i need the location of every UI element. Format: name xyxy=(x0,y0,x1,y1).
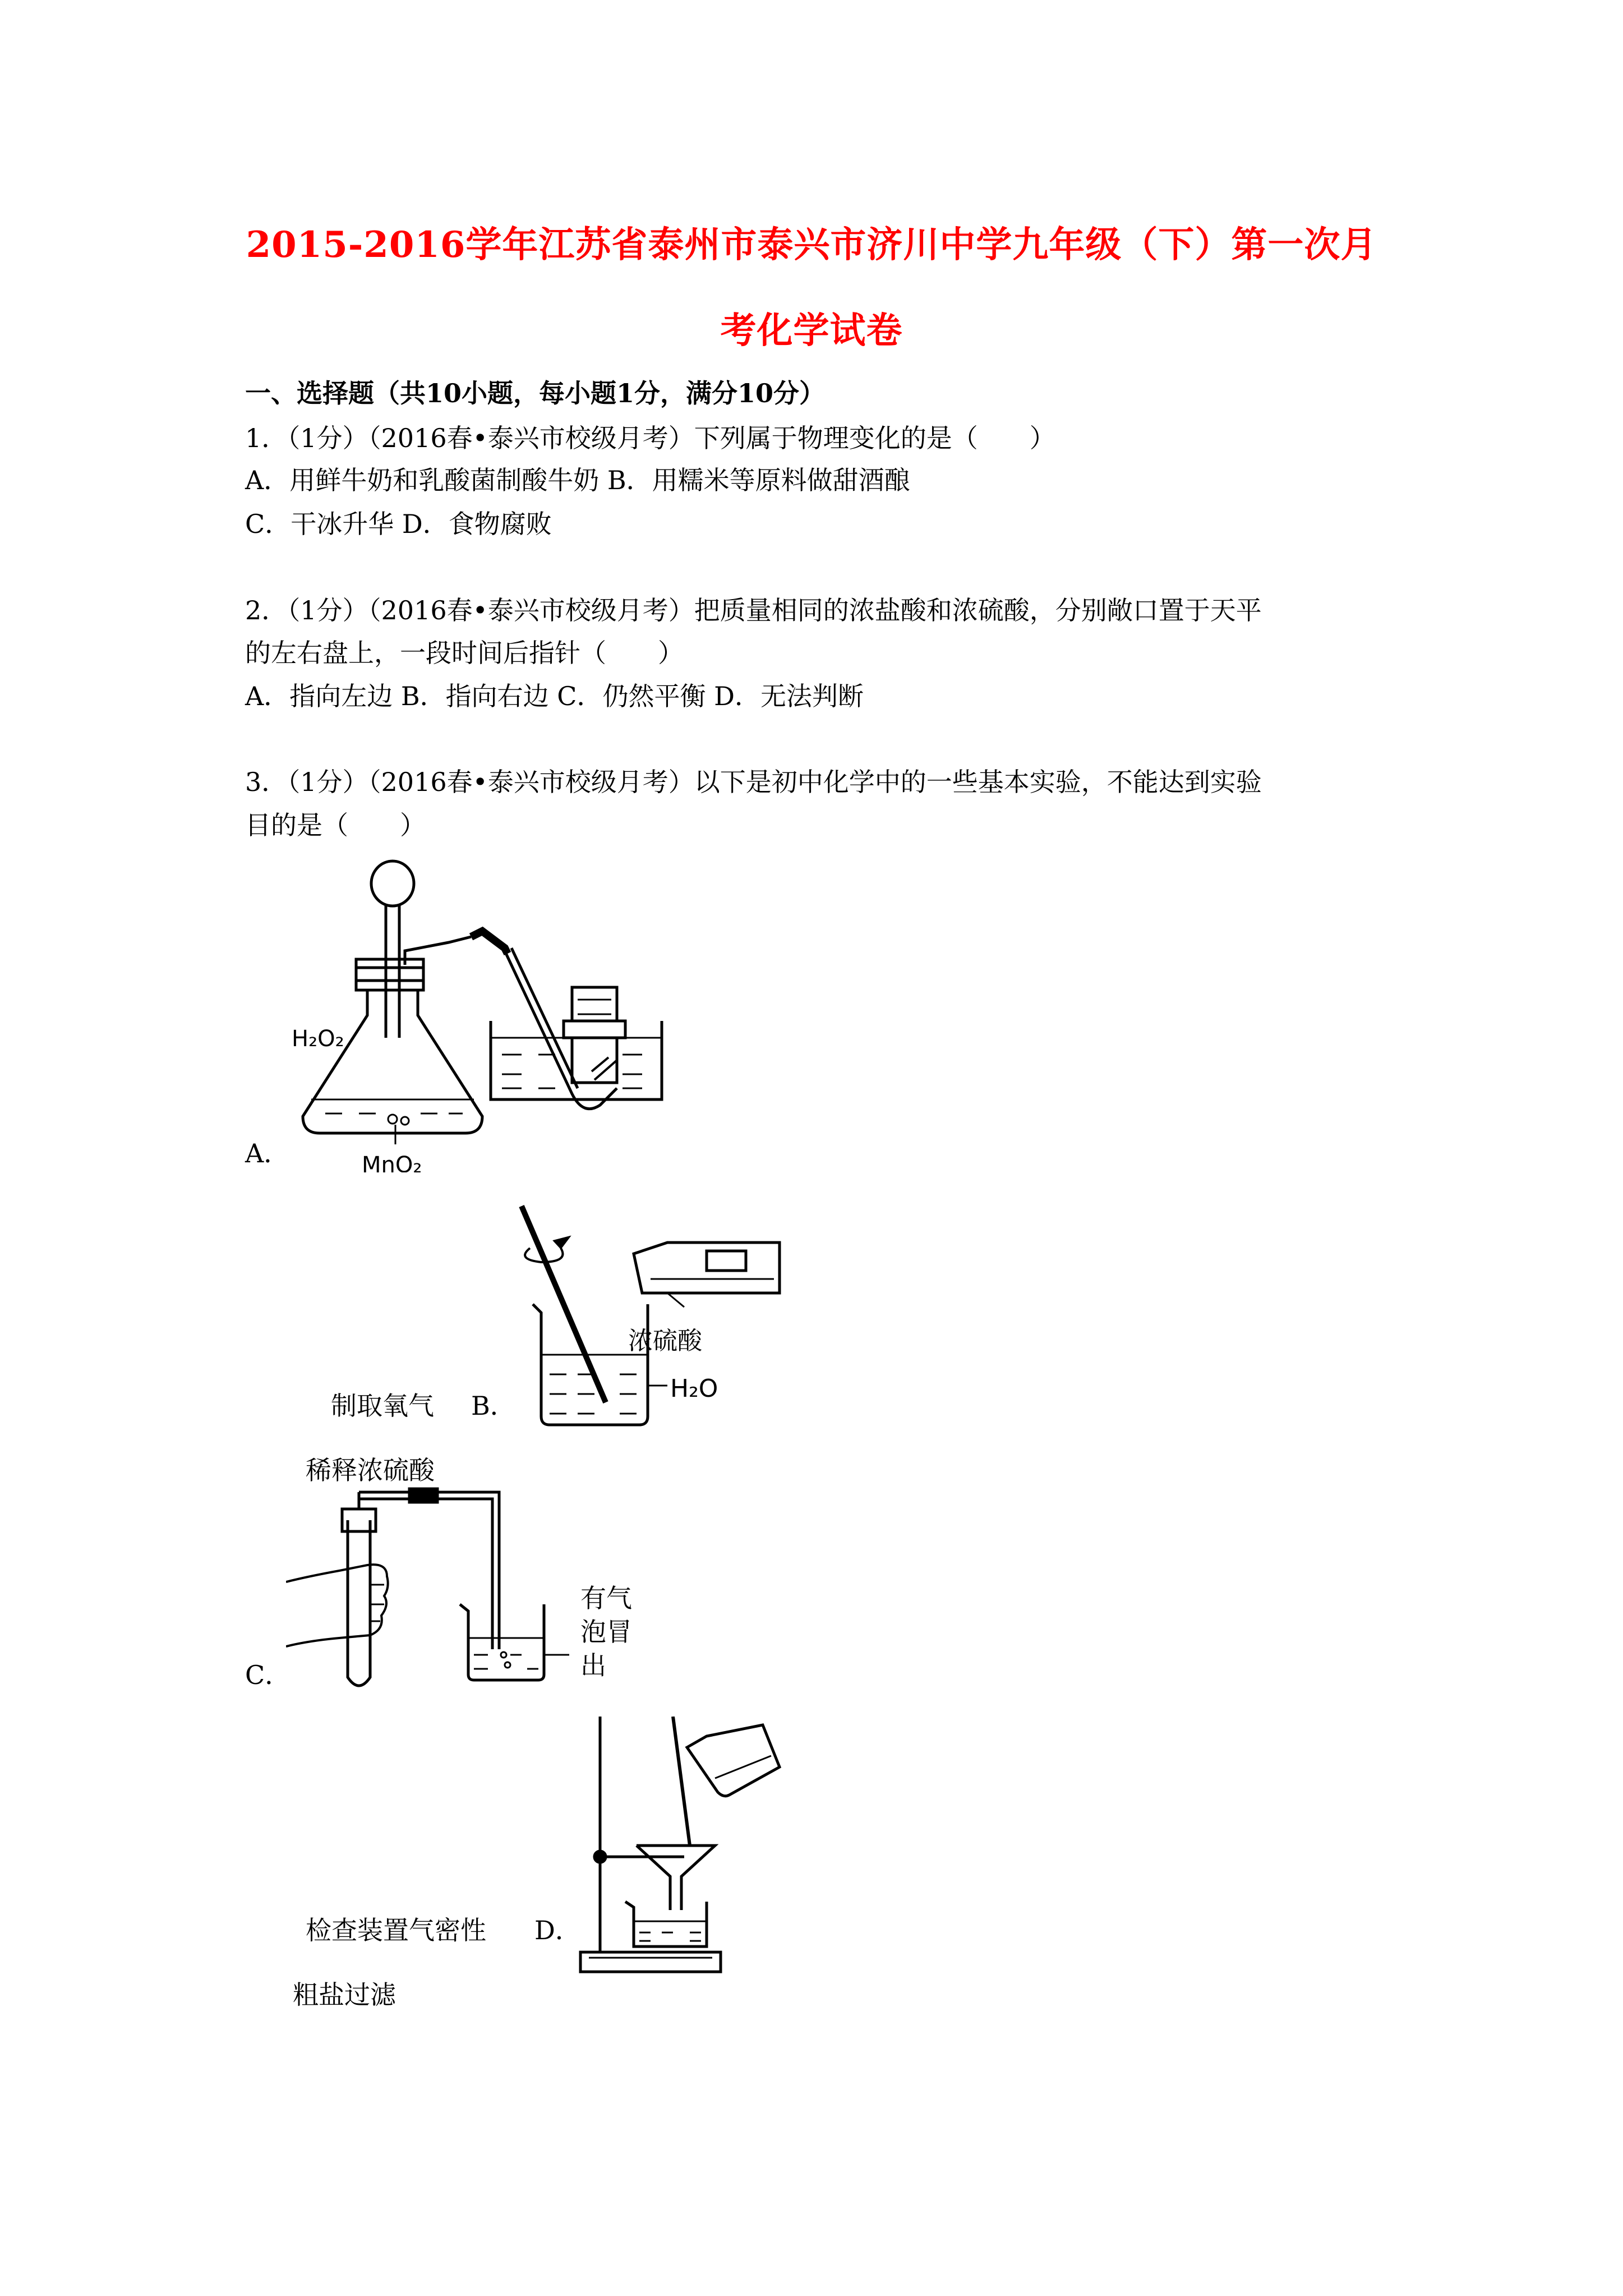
page-title-line-2: 考化学试卷 xyxy=(720,310,903,352)
iron-stand-base xyxy=(580,1952,721,1972)
figure-a-oxygen-apparatus xyxy=(280,853,684,1172)
figure-c-airtightness-apparatus xyxy=(286,1487,651,1705)
bubbles-label-line-1: 有气 xyxy=(580,1583,632,1613)
hand-icon xyxy=(286,1565,388,1646)
question-1-options-row-2: C．干冰升华 D．食物腐败 xyxy=(245,509,552,539)
question-2-stem-line-2: 的左右盘上，一段时间后指针（ ） xyxy=(245,638,684,668)
receiving-beaker xyxy=(625,1902,707,1947)
question-1-stem: 1．（1分）（2016春•泰兴市校级月考）下列属于物理变化的是（ ） xyxy=(245,423,1055,453)
q3-option-b-caption: 稀释浓硫酸 xyxy=(306,1455,435,1485)
question-3-stem-line-2: 目的是（ ） xyxy=(245,810,426,840)
bubbles-label-line-2: 泡冒 xyxy=(580,1617,632,1647)
question-2-stem-line-1: 2．（1分）（2016春•泰兴市校级月考）把质量相同的浓盐酸和浓硫酸，分别敞口置于天平 xyxy=(245,595,1262,625)
pouring-beaker xyxy=(687,1725,780,1796)
mno2-particles xyxy=(388,1115,397,1124)
q3-option-d-letter: D． xyxy=(534,1915,581,1945)
h2o2-label: H₂O₂ xyxy=(292,1026,344,1052)
test-tube xyxy=(348,1520,370,1686)
question-3-stem-line-1: 3．（1分）（2016春•泰兴市校级月考）以下是初中化学中的一些基本实验，不能达到实验 xyxy=(245,767,1262,797)
glass-rod xyxy=(673,1717,690,1846)
section-heading: 一、选择题（共10小题，每小题1分，满分10分） xyxy=(245,378,826,408)
bubbles-label-line-3: 出 xyxy=(580,1650,606,1681)
q3-option-d-caption: 粗盐过滤 xyxy=(293,1980,396,2010)
conc-sulfuric-label: 浓硫酸 xyxy=(628,1327,702,1355)
q3-option-a-letter: A． xyxy=(245,1138,290,1168)
page-title-line-1: 2015-2016学年江苏省泰州市泰兴市济川中学九年级（下）第一次月 xyxy=(246,224,1377,266)
question-1-options-row-1: A．用鲜牛奶和乳酸菌制酸牛奶 B．用糯米等原料做甜酒酿 xyxy=(245,465,910,495)
funnel xyxy=(637,1846,715,1910)
q3-option-c-letter: C． xyxy=(245,1660,291,1690)
rubber-stopper xyxy=(356,959,423,990)
q3-option-a-caption: 制取氧气 xyxy=(331,1391,434,1421)
figure-d-filtration-apparatus xyxy=(578,1717,802,1977)
figure-b-dilution-apparatus xyxy=(516,1195,785,1430)
h2o-label: H₂O xyxy=(670,1374,718,1403)
mno2-label: MnO₂ xyxy=(362,1152,422,1172)
q3-option-b-letter: B． xyxy=(471,1391,516,1421)
question-2-options: A．指向左边 B．指向右边 C．仍然平衡 D．无法判断 xyxy=(245,681,864,711)
q3-option-c-caption: 检查装置气密性 xyxy=(306,1915,486,1945)
thistle-funnel-bulb xyxy=(371,861,414,906)
conical-flask xyxy=(303,990,482,1133)
